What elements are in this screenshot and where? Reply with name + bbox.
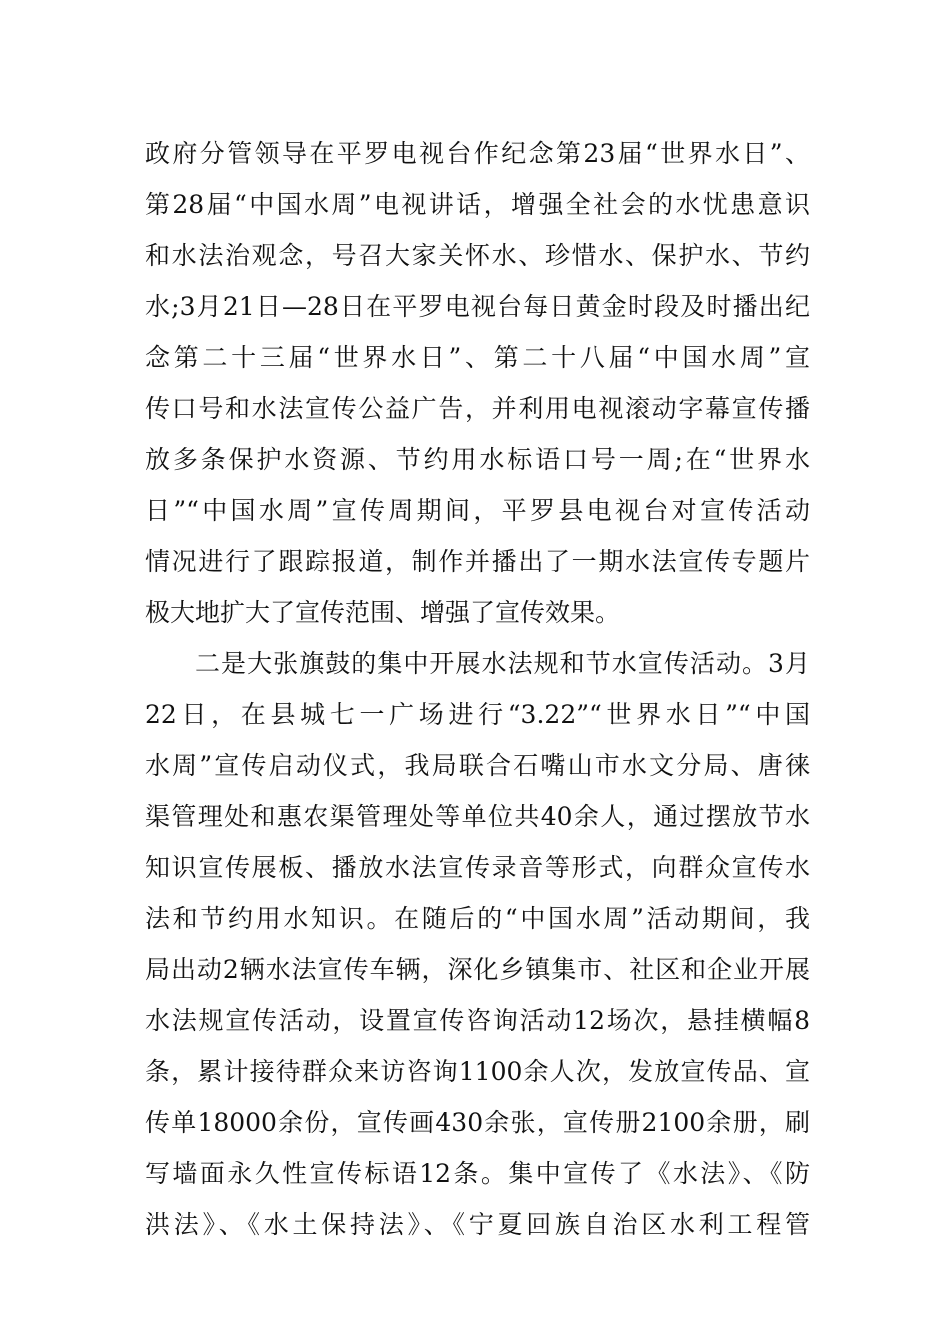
text-line: 情况进行了跟踪报道，制作并播出了一期水法宣传专题片 xyxy=(145,547,810,576)
document-body xyxy=(145,128,810,1250)
text-line: 传单18000余份，宣传画430余张，宣传册2100余册，刷 xyxy=(145,1108,810,1137)
text-line: 22日，在县城七一广场进行“3.22”“世界水日”“中国 xyxy=(145,700,810,729)
text-line: 极大地扩大了宣传范围、增强了宣传效果。 xyxy=(145,598,621,627)
text-line: 条，累计接待群众来访咨询1100余人次，发放宣传品、宣 xyxy=(145,1057,810,1086)
text-line: 渠管理处和惠农渠管理处等单位共40余人，通过摆放节水 xyxy=(145,802,810,831)
text-line: 水;3月21日—28日在平罗电视台每日黄金时段及时播出纪 xyxy=(145,292,810,321)
text-line: 传口号和水法宣传公益广告，并利用电视滚动字幕宣传播 xyxy=(145,394,810,423)
text-line: 法和节约用水知识。在随后的“中国水周”活动期间，我 xyxy=(145,904,810,933)
text-line: 念第二十三届“世界水日”、第二十八届“中国水周”宣 xyxy=(145,343,810,372)
text-line: 水法规宣传活动，设置宣传咨询活动12场次，悬挂横幅8 xyxy=(145,1006,810,1035)
text-line: 局出动2辆水法宣传车辆，深化乡镇集市、社区和企业开展 xyxy=(145,955,810,984)
text-line: 洪法》、《水土保持法》、《宁夏回族自治区水利工程管 xyxy=(145,1210,810,1239)
text-line: 二是大张旗鼓的集中开展水法规和节水宣传活动。3月 xyxy=(195,649,810,678)
text-line: 政府分管领导在平罗电视台作纪念第23届“世界水日”、 xyxy=(145,139,810,168)
text-line: 知识宣传展板、播放水法宣传录音等形式，向群众宣传水 xyxy=(145,853,810,882)
text-line: 放多条保护水资源、节约用水标语口号一周;在“世界水 xyxy=(145,445,810,474)
text-line: 水周”宣传启动仪式，我局联合石嘴山市水文分局、唐徕 xyxy=(145,751,810,780)
text-line: 和水法治观念，号召大家关怀水、珍惜水、保护水、节约 xyxy=(145,241,810,270)
text-line: 第28届“中国水周”电视讲话，增强全社会的水忧患意识 xyxy=(145,190,810,219)
text-line: 日”“中国水周”宣传周期间，平罗县电视台对宣传活动 xyxy=(145,496,810,525)
text-line: 写墙面永久性宣传标语12条。集中宣传了《水法》、《防 xyxy=(145,1159,810,1188)
